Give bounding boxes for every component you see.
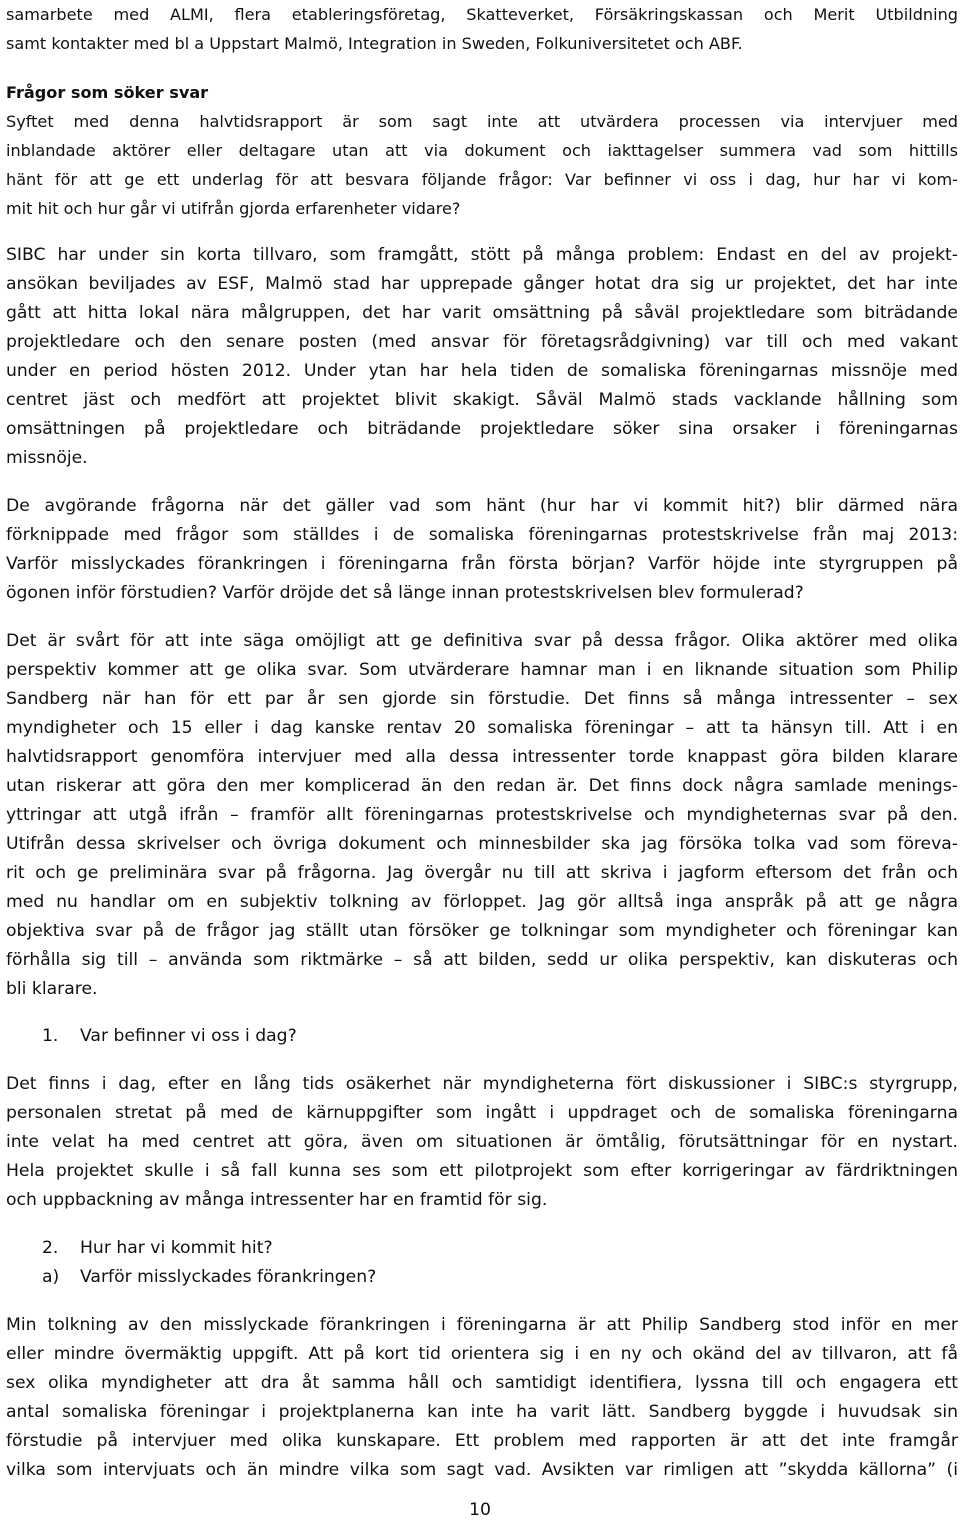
body-line: hänt för att ge ett underlag för att besvara följande frågor: Var befinner vi oss i dag, hur har vi kom- <box>6 170 958 189</box>
body-line: personalen stretat på med de kärnuppgifter som ingått i uppdraget och de somaliska föreningarna <box>6 1103 958 1123</box>
body-line: Varför misslyckades förankringen i föreningarna från första början? Varför höjde inte styrgruppen på <box>6 554 958 574</box>
body-line: sex olika myndigheter att dra åt samma håll och samtidigt identifiera, lyssna till och engagera ett <box>6 1373 958 1393</box>
body-line: Hela projektet skulle i så fall kunna ses som ett pilotprojekt som efter korrigeringar av färdriktningen <box>6 1161 958 1181</box>
body-line: förknippade med frågor som ställdes i de somaliska föreningarnas protestskrivelse från maj 2013: <box>6 525 958 545</box>
body-line: centret jäst och medfört att projektet blivit skakigt. Såväl Malmö stads vacklande hållning som <box>6 390 958 410</box>
body-line: perspektiv kommer att ge olika svar. Som utvärderare hamnar man i en liknande situation som Philip <box>6 660 958 680</box>
body-line: ögonen inför förstudien? Varför dröjde det så länge innan protestskrivelsen blev formulerad? <box>6 583 804 603</box>
body-line: myndigheter och 15 eller i dag kanske rentav 20 somaliska föreningar – att ta hänsyn till. Att i en <box>6 718 958 738</box>
body-line: med nu handlar om en subjektiv tolkning av förloppet. Jag gör alltså inga anspråk på att ge några <box>6 892 958 912</box>
body-line: rit och ge preliminära svar på frågorna. Jag övergår nu till att skriva i jagform eftersom det från och <box>6 863 958 883</box>
body-line: inte velat ha med centret att göra, även om situationen är ömtålig, förutsättningar för en nystart. <box>6 1132 958 1152</box>
body-line: Det är svårt för att inte säga omöjligt att ge definitiva svar på dessa frågor. Olika aktörer med olika <box>6 631 958 651</box>
body-line: samt kontakter med bl a Uppstart Malmö, Integration in Sweden, Folkuniversitetet och ABF. <box>6 34 743 53</box>
page-number: 10 <box>469 1500 491 1520</box>
body-line: mit hit och hur går vi utifrån gjorda erfarenheter vidare? <box>6 199 461 218</box>
body-line: yttringar att utgå ifrån – framför allt föreningarnas protestskrivelse och myndigheternas svar på den. <box>6 805 958 825</box>
body-line: objektiva svar på de frågor jag ställt utan försöker ge tolkningar som myndigheter och föreningar kan <box>6 921 958 941</box>
body-line: missnöje. <box>6 448 88 468</box>
body-line: Det finns i dag, efter en lång tids osäkerhet när myndigheterna fört diskussioner i SIBC:s styrgrupp, <box>6 1074 958 1094</box>
body-line: Min tolkning av den misslyckade förankringen i föreningarna är att Philip Sandberg stod inför en mer <box>6 1315 958 1335</box>
body-line: och uppbackning av många intressenter har en framtid för sig. <box>6 1190 548 1210</box>
body-line: ansökan beviljades av ESF, Malmö stad har upprepade gånger hotat dra sig ur projektet, det har inte <box>6 274 958 294</box>
body-line: inblandade aktörer eller deltagare utan att via dokument och iakttagelser summera vad som hittills <box>6 141 958 160</box>
body-line: vilka som intervjuats och än mindre vilka som sagt vad. Avsikten var rimligen att ”skydda källorna” (i <box>6 1460 958 1480</box>
section-heading: Frågor som söker svar <box>6 83 209 102</box>
body-line: utan riskerar att göra den mer komplicerad än den redan är. Det finns dock några samlade menings- <box>6 776 958 796</box>
body-line: eller mindre övermäktig uppgift. Att på kort tid orientera sig i en ny och okänd del av tillvaron, att få <box>6 1344 958 1364</box>
body-line: förstudie på intervjuer med olika kunskapare. Ett problem med rapporten är att det inte framgår <box>6 1431 958 1451</box>
body-line: under en period hösten 2012. Under ytan har hela tiden de somaliska föreningarnas missnöje med <box>6 361 958 381</box>
list-item: Hur har vi kommit hit? <box>80 1238 273 1258</box>
body-line: Utifrån dessa skrivelser och övriga dokument och minnesbilder ska jag försöka tolka vad som föreva- <box>6 834 958 854</box>
body-line: Sandberg när han för ett par år sen gjorde sin förstudie. Det finns så många intressenter – sex <box>6 689 958 709</box>
list-marker: a) <box>42 1267 60 1287</box>
body-line: gått att hitta lokal nära målgruppen, det har varit omsättning på såväl projektledare som biträdande <box>6 303 958 323</box>
list-item: Var befinner vi oss i dag? <box>80 1026 297 1046</box>
body-line: De avgörande frågorna när det gäller vad som hänt (hur har vi kommit hit?) blir därmed nära <box>6 496 958 516</box>
list-marker: 2. <box>42 1238 59 1258</box>
body-line: samarbete med ALMI, flera etableringsföretag, Skatteverket, Försäkringskassan och Merit Utbildning <box>6 5 958 24</box>
list-marker: 1. <box>42 1026 59 1046</box>
body-line: Syftet med denna halvtidsrapport är som sagt inte att utvärdera processen via intervjuer med <box>6 112 958 131</box>
body-line: bli klarare. <box>6 979 98 999</box>
body-line: halvtidsrapport genomföra intervjuer med alla dessa intressenter torde knappast göra bilden klarare <box>6 747 958 767</box>
body-line: projektledare och den senare posten (med ansvar för företagsrådgivning) var till och med vakant <box>6 332 958 352</box>
body-line: SIBC har under sin korta tillvaro, som framgått, stött på många problem: Endast en del av projekt- <box>6 245 958 265</box>
body-line: antal somaliska föreningar i projektplanerna kan inte ha varit lätt. Sandberg byggde i huvudsak sin <box>6 1402 958 1422</box>
list-item: Varför misslyckades förankringen? <box>80 1267 377 1287</box>
body-line: omsättningen på projektledare och biträdande projektledare söker sina orsaker i föreningarnas <box>6 419 958 439</box>
body-line: förhålla sig till – använda som riktmärke – så att bilden, sedd ur olika perspektiv, kan diskuteras och <box>6 950 958 970</box>
